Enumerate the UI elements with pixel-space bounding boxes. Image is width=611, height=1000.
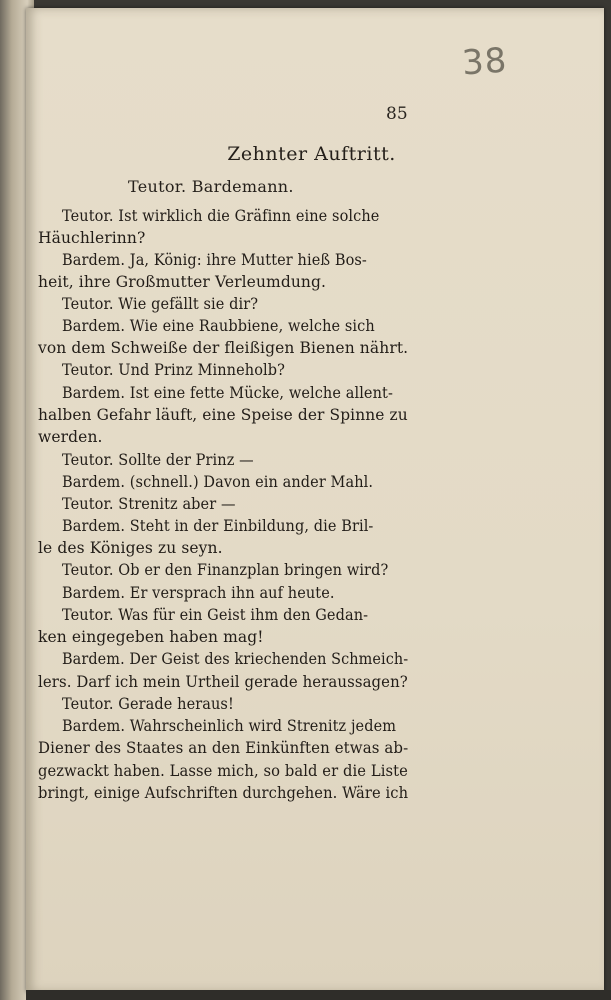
text-line: Bardem. Ja, König: ihre Mutter hieß Bos-	[62, 251, 367, 269]
scene-characters: Teutor. Bardemann.	[128, 177, 294, 196]
text-line: Bardem. Wahrscheinlich wird Strenitz jedem	[62, 717, 397, 735]
text-line: lers. Darf ich mein Urtheil gerade heraussagen?	[38, 673, 408, 691]
text-line: Diener des Staates an den Einkünften etwas ab-	[38, 739, 409, 757]
text-line: heit, ihre Großmutter Verleumdung.	[38, 273, 327, 291]
text-line: gezwackt haben. Lasse mich, so bald er die Liste	[38, 762, 408, 780]
text-line: le des Königes zu seyn.	[38, 539, 223, 557]
text-line: Teutor. Was für ein Geist ihm den Gedan-	[62, 606, 369, 624]
text-line: Bardem. (schnell.) Davon ein ander Mahl.	[62, 473, 374, 491]
text-line: Teutor. Und Prinz Minneholb?	[62, 361, 285, 379]
text-line: halben Gefahr läuft, eine Speise der Spinne zu	[38, 406, 408, 424]
text-line: Teutor. Sollte der Prinz —	[62, 451, 254, 469]
text-line: Teutor. Ob er den Finanzplan bringen wird?	[62, 561, 389, 579]
handwritten-note: 38	[460, 40, 509, 84]
text-line: von dem Schweiße der fleißigen Bienen nährt.	[38, 339, 409, 357]
text-line: werden.	[38, 428, 103, 446]
text-line: Bardem. Der Geist des kriechenden Schmeich-	[62, 650, 409, 668]
text-line: Teutor. Strenitz aber —	[62, 495, 236, 513]
text-line: Bardem. Wie eine Raubbiene, welche sich	[62, 317, 375, 335]
text-line: Bardem. Er versprach ihn auf heute.	[62, 584, 335, 602]
text-line: Bardem. Ist eine fette Mücke, welche allent-	[62, 384, 393, 402]
text-line: ken eingegeben haben mag!	[38, 628, 264, 646]
text-line: Teutor. Gerade heraus!	[62, 695, 234, 713]
text-line: Bardem. Steht in der Einbildung, die Bril-	[62, 517, 374, 535]
page-bottom-shadow	[26, 990, 611, 1000]
text-line: bringt, einige Aufschriften durchgehen. Wäre ich	[38, 784, 409, 802]
page-number: 85	[386, 104, 408, 124]
text-line: Teutor. Ist wirklich die Gräfinn eine solche	[62, 207, 380, 225]
text-line: Teutor. Wie gefällt sie dir?	[62, 295, 259, 313]
text-line: Häuchlerinn?	[38, 229, 146, 247]
scene-title: Zehnter Auftritt.	[227, 143, 396, 165]
